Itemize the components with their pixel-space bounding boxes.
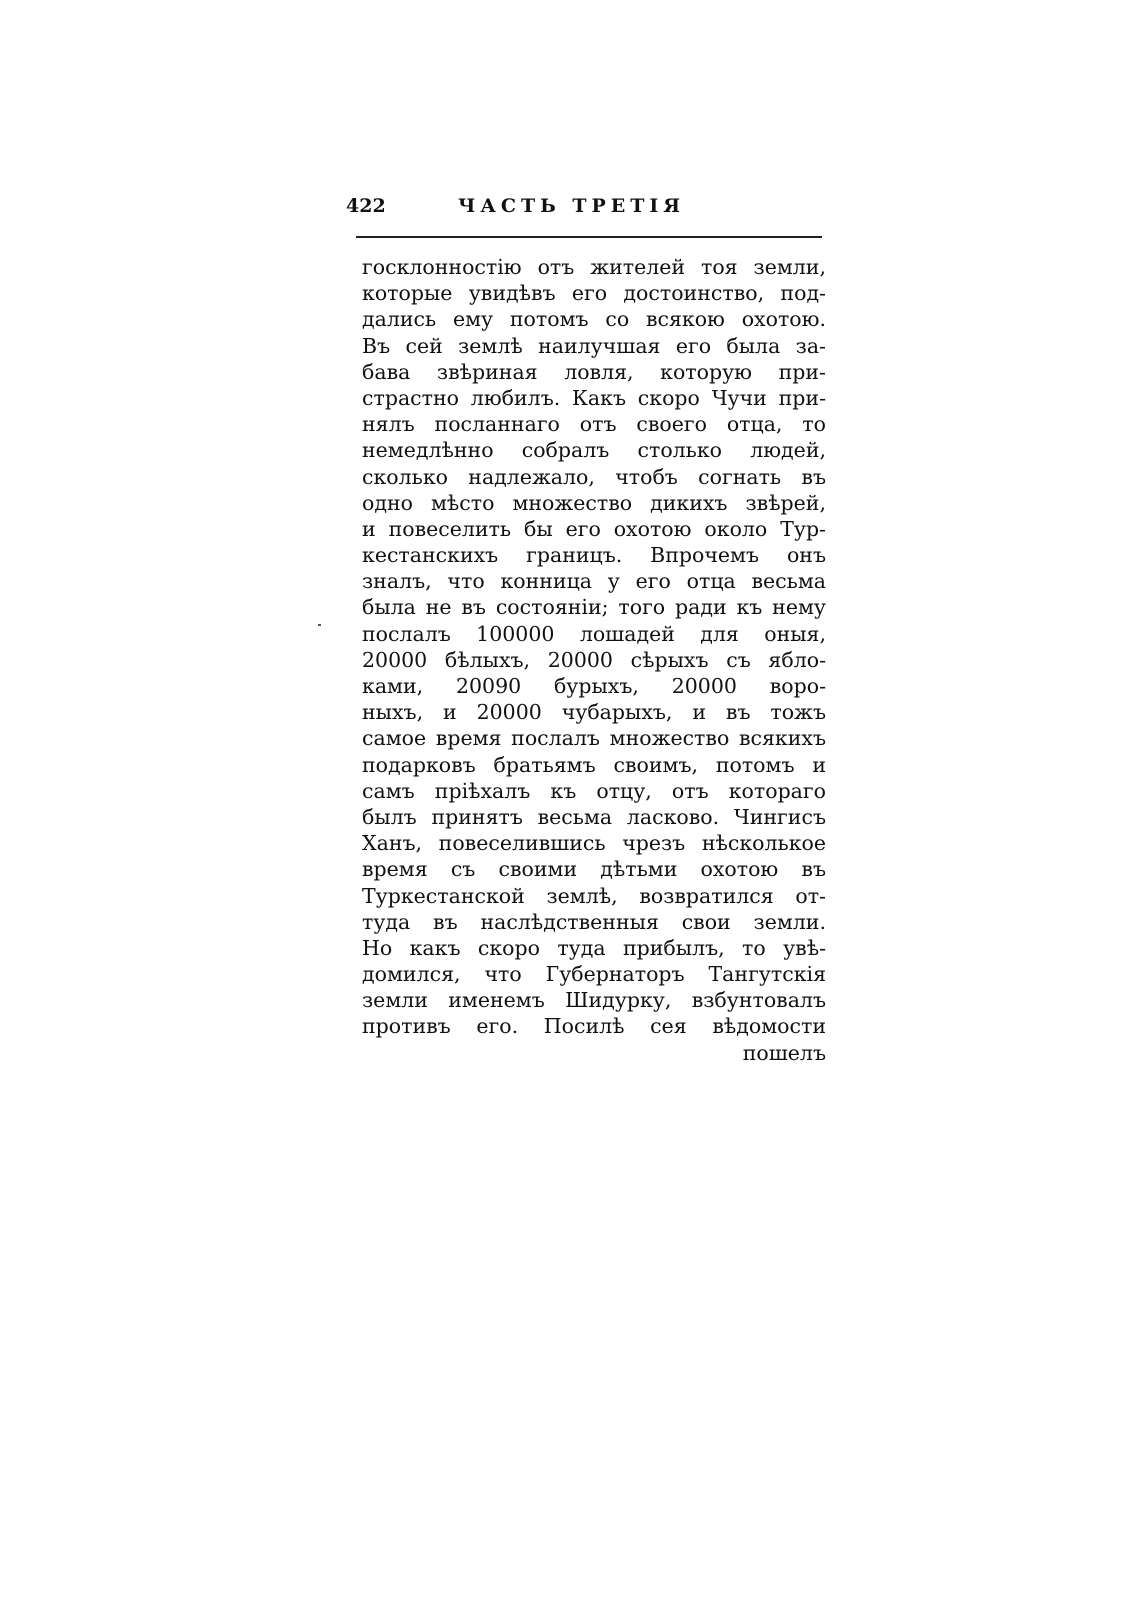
text-line: самое время послалъ множество всякихъ: [362, 726, 826, 751]
text-line: бава звѣриная ловля, которую при-: [362, 359, 826, 384]
text-line: Но какъ скоро туда прибылъ, то увѣ-: [362, 935, 826, 960]
text-line: Туркестанской землѣ, возвратился от-: [362, 883, 826, 908]
text-line: 20000 бѣлыхъ, 20000 сѣрыхъ съ ябло-: [362, 647, 826, 672]
text-line: подарковъ братьямъ своимъ, потомъ и: [362, 752, 826, 777]
text-line: ками, 20090 бурыхъ, 20000 воро-: [362, 674, 826, 698]
text-line: дались ему потомъ со всякою охотою.: [362, 307, 826, 332]
text-line: госклонностію отъ жителей тоя земли,: [362, 255, 826, 279]
text-line: время съ своими дѣтьми охотою въ: [362, 857, 826, 882]
margin-mark: [318, 624, 321, 626]
catchword: пошелъ: [742, 1040, 826, 1065]
text-line: и повеселить бы его охотою около Тур-: [362, 516, 826, 541]
running-head: [346, 192, 824, 220]
text-line: сколько надлежало, чтобъ согнать въ: [362, 464, 826, 489]
text-line: противъ его. Посилѣ сея вѣдомости: [362, 1014, 826, 1039]
text-line: самъ пріѣхалъ къ отцу, отъ котораго: [362, 778, 826, 803]
text-line: ныхъ, и 20000 чубарыхъ, и въ тожъ: [362, 700, 826, 725]
text-line: Въ сей землѣ наилучшая его была за-: [362, 333, 826, 358]
text-line: страстно любилъ. Какъ скоро Чучи при-: [362, 385, 826, 410]
text-line: Ханъ, повеселившись чрезъ нѣсколькое: [362, 831, 826, 856]
text-column: [362, 254, 826, 1066]
text-line: туда въ наслѣдственныя свои земли.: [362, 909, 826, 934]
page-number: 422: [346, 195, 386, 217]
text-line: былъ принятъ весьма ласково. Чингисъ: [362, 804, 826, 829]
text-line: немедлѣнно собралъ столько людей,: [362, 438, 826, 463]
section-title: ЧАСТЬ ТРЕТІЯ: [458, 195, 686, 217]
text-line: послалъ 100000 лошадей для оныя,: [362, 621, 826, 646]
text-line: нялъ посланнаго отъ своего отца, то: [362, 412, 826, 437]
text-line: кестанскихъ границъ. Впрочемъ онъ: [362, 543, 826, 568]
header-rule: [356, 236, 822, 238]
text-line: которые увидѣвъ его достоинство, под-: [362, 281, 826, 306]
text-line: одно мѣсто множество дикихъ звѣрей,: [362, 490, 826, 515]
text-line: земли именемъ Шидурку, взбунтовалъ: [362, 988, 826, 1013]
text-line: была не въ состояніи; того ради къ нему: [362, 595, 826, 620]
text-line: зналъ, что конница у его отца весьма: [362, 569, 826, 594]
text-line: домился, что Губернаторъ Тангутскія: [362, 962, 826, 987]
